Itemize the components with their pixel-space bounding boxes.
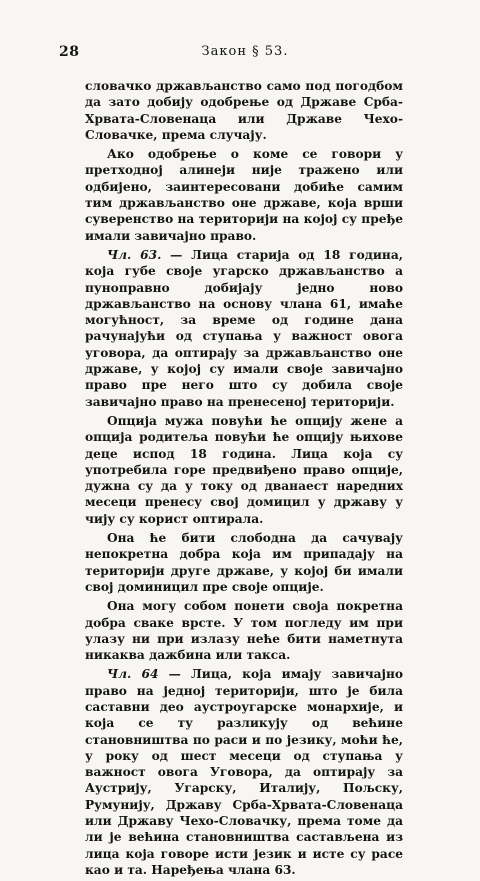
paragraph: словачко држављанство само под погодбом да зато добију одобрење од Државе Срба-Хрвата-Словенаца или Државе Чехо-Словачке, према случају.	[85, 79, 403, 142]
paragraph: Она могу собом понети своја покретна добра сваке врсте. У том погледу им при улазу ни при излазу неће бити наметнута никаква дажбина или такса.	[85, 599, 403, 663]
page-header	[59, 44, 431, 68]
running-title: Закон § 53.	[201, 44, 289, 59]
article-number: Чл. 64	[107, 667, 159, 682]
paragraph: Опција мужа повући ће опцију жене а опција родитеља повући ће опцију њихове деце испод 18 година. Лица која су употребила горе предвиђено право опције, дужна су да у току од дванаест наредних месеци пренесу свој домицил у државу у чију су корист оптирала.	[85, 413, 403, 526]
paragraph: Ако одобрење о коме се говори у претходној алинеји није тражено или одбијено, заинтересовани добиће самим тим држављанство оне државе, која врши суверенство на територији на којој су пређе имали завичајно право.	[85, 147, 403, 243]
body-text	[85, 78, 403, 881]
page-number: 28	[59, 44, 80, 60]
paragraph: Чл. 63. — Лица старија од 18 година, која губе своје угарско држављанство а пуноправно добијају једно ново држављанство на основу члана 61, имаће могућност, за време од године дана рачунајући од ступања у важност овога уговора, да оптирају за држављанство оне државе, у којој су имали своје завичајно право пре него што су добила своје завичајно право на пренесеној територији.	[85, 247, 403, 409]
paragraph: Она ће бити слободна да сачувају непокретна добра која им припадају на територији друге државе, у којој би имали свој доминицил пре своје опције.	[85, 531, 403, 594]
paragraph: Чл. 64 — Лица, која имају завичајно право на једној територији, што је била саставни део аустроугарске монархије, и која се ту разликују од већине становништва по раси и по језику, моћи ће, у року од шест месеци од ступања у важност овога Уговора, да оптирају за Аустрију, Угарску, Италију, Пољску, Румунију, Државу Срба-Хрвата-Словенаца или Државу Чехо-Словачку, према томе да ли је већина становништва састављена из лица која говоре исти језик и исте су расе као и та. Наређења члана 63.	[85, 667, 403, 877]
article-number: Чл. 63.	[107, 247, 162, 262]
